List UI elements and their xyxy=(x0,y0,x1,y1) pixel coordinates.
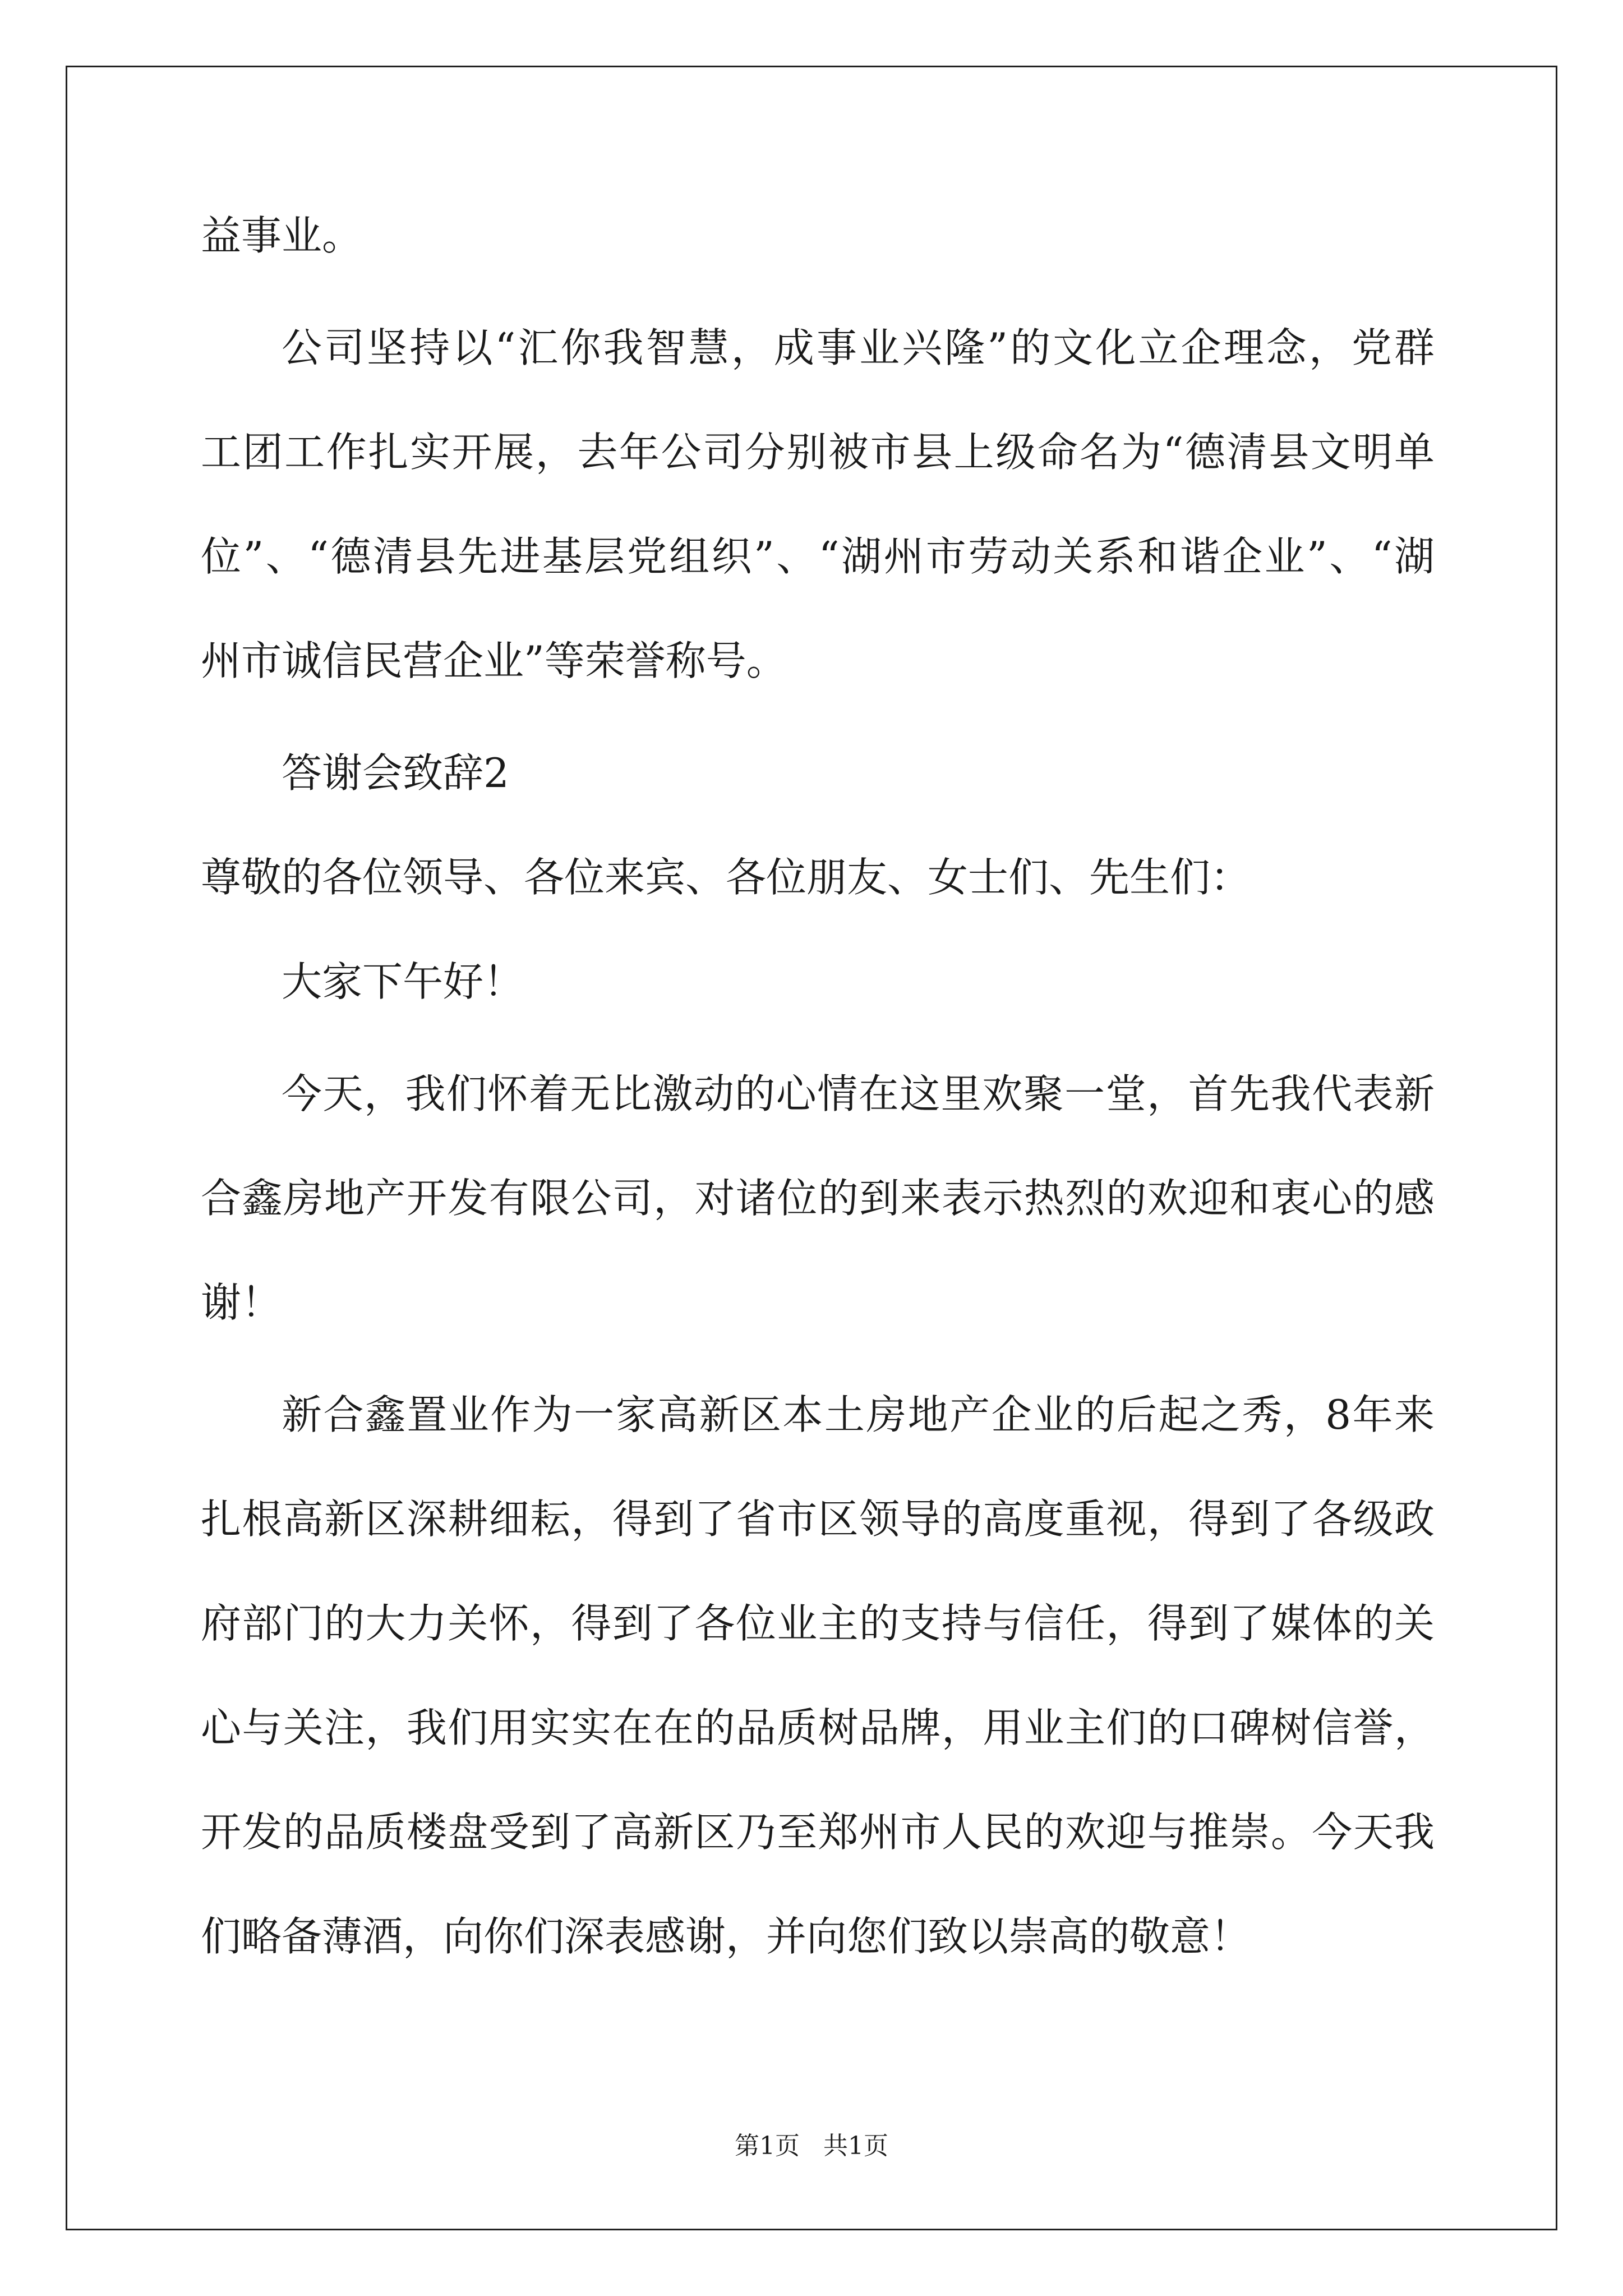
text-line: 们略备薄酒，向你们深表感谢，并向您们致以崇高的敬意！ xyxy=(201,1913,1251,1960)
text-line: 谢！ xyxy=(201,1279,282,1326)
text-line: 扎根高新区深耕细耘，得到了省市区领导的高度重视，得到了各级政 xyxy=(201,1496,1435,1543)
text-line: 公司坚持以“汇你我智慧，成事业兴隆”的文化立企理念，党群 xyxy=(282,324,1435,371)
text-line: 府部门的大力关怀，得到了各位业主的支持与信任，得到了媒体的关 xyxy=(201,1600,1435,1647)
text-line: 合鑫房地产开发有限公司，对诸位的到来表示热烈的欢迎和衷心的感 xyxy=(201,1175,1435,1222)
greeting: 大家下午好！ xyxy=(282,958,524,1005)
section-heading: 答谢会致辞2 xyxy=(282,749,509,797)
text-line: 位”、“德清县先进基层党组织”、“湖州市劳动关系和谐企业”、“湖 xyxy=(201,533,1435,580)
page-footer: 第1页 共1页 xyxy=(735,2132,888,2160)
text-line: 今天，我们怀着无比激动的心情在这里欢聚一堂，首先我代表新 xyxy=(282,1070,1435,1117)
salutation: 尊敬的各位领导、各位来宾、各位朋友、女士们、先生们： xyxy=(201,854,1251,901)
page-border xyxy=(66,66,1557,2230)
text-line: 新合鑫置业作为一家高新区本土房地产企业的后起之秀，8年来 xyxy=(282,1391,1435,1438)
text-line: 州市诚信民营企业”等荣誉称号。 xyxy=(201,637,787,684)
text-line: 开发的品质楼盘受到了高新区乃至郑州市人民的欢迎与推崇。今天我 xyxy=(201,1809,1435,1856)
text-line: 益事业。 xyxy=(201,212,363,259)
text-line: 工团工作扎实开展，去年公司分别被市县上级命名为“德清县文明单 xyxy=(201,429,1435,476)
text-line: 心与关注，我们用实实在在的品质树品牌，用业主们的口碑树信誉， xyxy=(201,1704,1435,1751)
